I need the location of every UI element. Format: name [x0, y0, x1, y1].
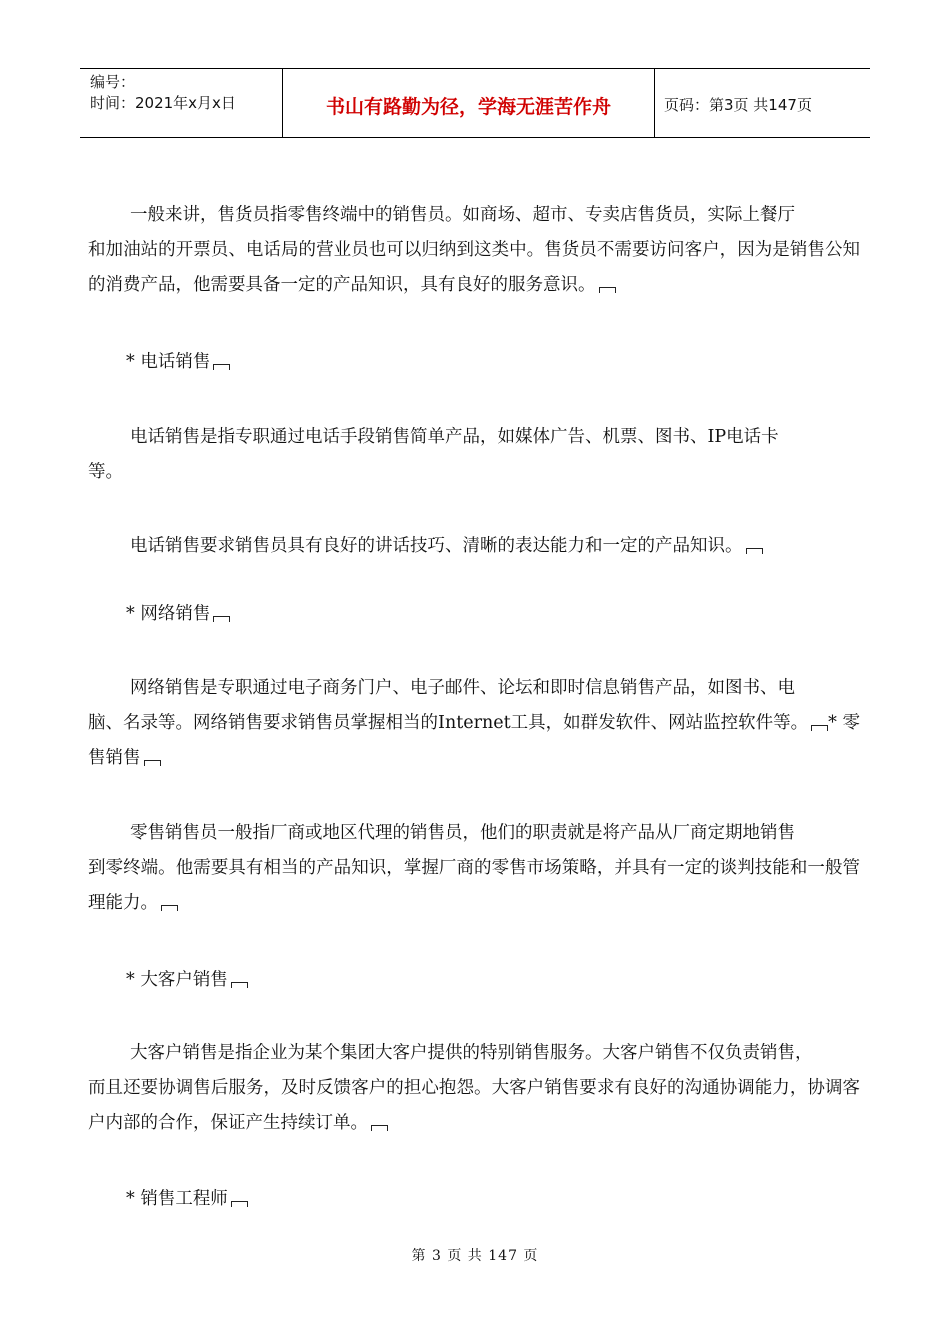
heading-text: * 大客户销售 [126, 970, 228, 990]
return-mark-icon [161, 905, 178, 911]
return-mark-icon [371, 1125, 388, 1131]
return-mark-icon [811, 725, 828, 731]
paragraph-first-line: 一般来讲，售货员指零售终端中的销售员。如商场、超市、专卖店售货员，实际上餐厅 [130, 205, 795, 225]
paragraph-text: 电话销售要求销售员具有良好的讲话技巧、清晰的表达能力和一定的产品知识。 [130, 536, 743, 556]
paragraph-phone-sales [88, 420, 860, 490]
heading-sales-engineer [88, 1182, 860, 1217]
heading-phone-sales [88, 345, 860, 380]
paragraph-text: 到零终端。他需要具有相当的产品知识，掌握厂商的零售市场策略，并具有一定的谈判技能和一般管理能力。 [88, 858, 860, 913]
paragraph-first-line: 电话销售是指专职通过电话手段销售简单产品，如媒体广告、机票、图书、IP电话卡 [130, 427, 779, 447]
paragraph-key-account [88, 1036, 860, 1141]
return-mark-icon [746, 548, 763, 554]
paragraph-retail-sales [88, 816, 860, 921]
return-mark-icon [213, 616, 230, 622]
header-motto: 书山有路勤为径，学海无涯苦作舟 [283, 69, 655, 137]
paragraph-phone-sales-req [88, 529, 860, 564]
heading-web-sales [88, 597, 860, 632]
paragraph-first-line: 网络销售是专职通过电子商务门户、电子邮件、论坛和即时信息销售产品，如图书、电 [130, 678, 795, 698]
number-label: 编号： [90, 73, 136, 91]
paragraph-text: 脑、名录等。网络销售要求销售员掌握相当的Internet工具，如群发软件、网站监控软件等。 [88, 713, 809, 733]
heading-text: * 电话销售 [126, 352, 211, 372]
time-label: 时间：2021年x月x日 [90, 94, 236, 112]
paragraph-first-line: 大客户销售是指企业为某个集团大客户提供的特别销售服务。大客户销售不仅负责销售， [130, 1043, 813, 1063]
heading-text: * 网络销售 [126, 604, 211, 624]
paragraph-text: 和加油站的开票员、电话局的营业员也可以归纳到这类中。售货员不需要访问客户，因为是销售公知的消费产品，他需要具备一定的产品知识，具有良好的服务意识。 [88, 240, 860, 295]
page-footer: 第 3 页 共 147 页 [411, 1248, 539, 1264]
paragraph-first-line: 零售销售员一般指厂商或地区代理的销售员，他们的职责就是将产品从厂商定期地销售 [130, 823, 795, 843]
heading-retail-sales: * 零售销售 [88, 713, 860, 768]
return-mark-icon [144, 760, 161, 766]
return-mark-icon [231, 982, 248, 988]
header-page-info: 页码：第3页 共147页 [664, 96, 812, 114]
heading-key-account [88, 963, 860, 998]
paragraph-text: 等。 [88, 462, 123, 482]
page-header [80, 68, 870, 138]
paragraph-web-sales [88, 671, 860, 776]
return-mark-icon [599, 287, 616, 293]
paragraph-text: 而且还要协调售后服务，及时反馈客户的担心抱怨。大客户销售要求有良好的沟通协调能力，协调客户内部的合作，保证产生持续订单。 [88, 1078, 860, 1133]
header-meta [80, 69, 283, 137]
return-mark-icon [231, 1201, 248, 1207]
heading-text: * 销售工程师 [126, 1189, 228, 1209]
paragraph-salesclerk [88, 198, 860, 303]
return-mark-icon [213, 364, 230, 370]
